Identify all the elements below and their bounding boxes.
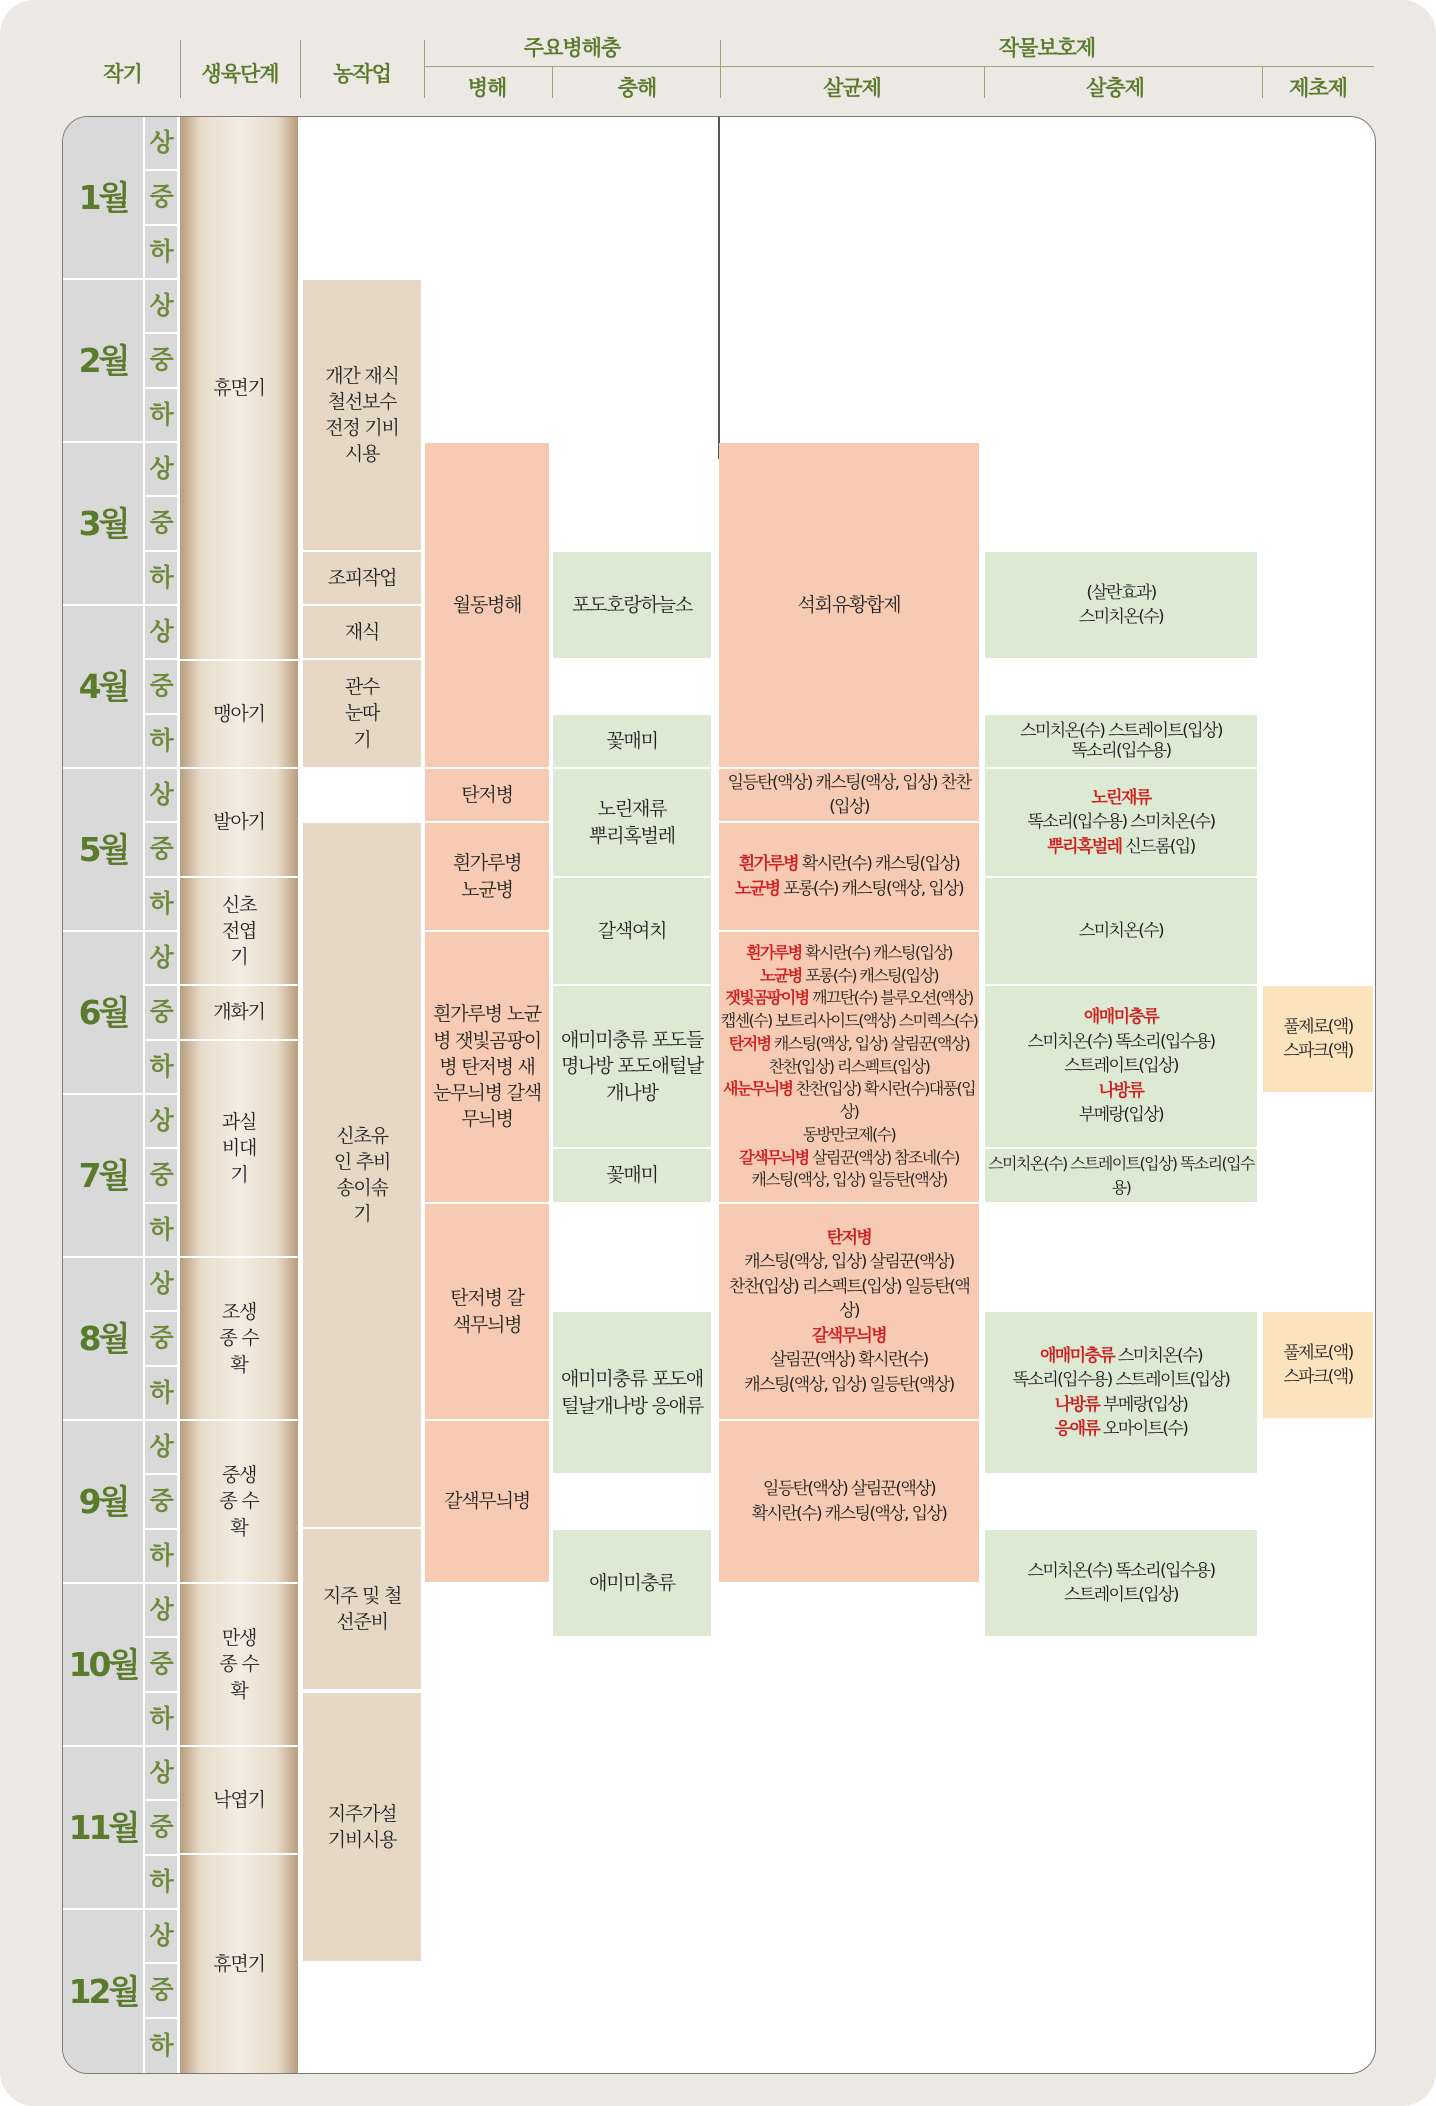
schedule-table	[62, 116, 1376, 2074]
header-disease: 병해	[467, 76, 507, 100]
month-4: 4월	[63, 606, 143, 767]
period-3-early: 상	[145, 443, 177, 495]
month-6: 6월	[63, 932, 143, 1093]
period-9-late: 하	[145, 1530, 177, 1582]
period-1-mid: 중	[145, 171, 177, 224]
period-12-late: 하	[145, 2019, 177, 2073]
period-5-late: 하	[145, 878, 177, 930]
period-7-late: 하	[145, 1204, 177, 1256]
month-11: 11월	[63, 1747, 143, 1908]
period-3-mid: 중	[145, 497, 177, 550]
header-insecticide: 살충제	[1086, 76, 1144, 100]
month-3: 3월	[63, 443, 143, 604]
month-2: 2월	[63, 280, 143, 441]
stage-leaf-spread: 신초 전엽기	[180, 878, 298, 984]
period-10-mid: 중	[145, 1638, 177, 1691]
period-8-late: 하	[145, 1367, 177, 1419]
insect-stinkbug: 노린재류 뿌리혹벌레	[553, 769, 711, 876]
work-plant: 재식	[303, 606, 421, 658]
insect-leafhopper-2: 애미미충류 포도애털날개나방 응애류	[553, 1312, 711, 1473]
stage-dormant-2: 휴면기	[180, 1855, 298, 2073]
period-2-early: 상	[145, 280, 177, 332]
disease-aug: 탄저병 갈색무늬병	[425, 1204, 549, 1419]
header-work: 농작업	[333, 62, 391, 86]
header-season: 작기	[103, 62, 142, 86]
work-post-install: 지주가설 기비시용	[303, 1693, 421, 1961]
work-shoot: 신초유인 추비 송이솎기	[303, 823, 421, 1527]
work-post-prep: 지주 및 철선준비	[303, 1529, 421, 1689]
herbicide-aug: 풀제로(액) 스파크(액)	[1263, 1312, 1373, 1418]
header-pests: 주요병해충	[523, 36, 621, 60]
period-5-early: 상	[145, 769, 177, 821]
period-10-late: 하	[145, 1693, 177, 1745]
period-7-early: 상	[145, 1095, 177, 1147]
period-6-mid: 중	[145, 986, 177, 1039]
disease-anthracnose: 탄저병	[425, 769, 549, 821]
insecticide-lanternfly-2: 스미치온(수) 스트레이트(입상) 똑소리(입수용)	[985, 1149, 1257, 1202]
insect-leafhopper-3: 애미미충류	[553, 1530, 711, 1636]
insecticide-stinkbug: 노린재류 똑소리(입수용) 스미치온(수) 뿌리혹벌레 신드롬(입)	[985, 769, 1257, 876]
period-12-early: 상	[145, 1910, 177, 1962]
month-12: 12월	[63, 1910, 143, 2073]
period-4-early: 상	[145, 606, 177, 658]
fungicide-lime-sulfur: 석회유황합제	[719, 443, 979, 767]
period-8-mid: 중	[145, 1312, 177, 1365]
period-12-mid: 중	[145, 1964, 177, 2017]
month-5: 5월	[63, 769, 143, 930]
fungicide-summer: 흰가루병 확시란(수) 캐스팅(입상) 노균병 포롱(수) 캐스팅(입상) 잿빛곰팡이병 깨끄탄(수) 블루오션(액상) 캡센(수) 보트리사이드(액상) 스미렉스(수) 탄저병 캐스팅(액상, 입상) 살림꾼(액상) 찬찬(입상) 리스펙트(입상) 새눈무늬병 찬찬(입상) 확시란(수)대풍(입상) 동방만코제(수) 갈색무늬병 살림꾼(액상) 참조네(수) 캐스팅(액상, 입상) 일등탄(액상)	[719, 932, 979, 1202]
insecticide-egg: (살란효과) 스미치온(수)	[985, 552, 1257, 658]
stage-flowering: 개화기	[180, 986, 298, 1039]
fungicide-may-2: 흰가루병 확시란(수) 캐스팅(입상) 노균병 포롱(수) 캐스팅(액상, 입상)	[719, 823, 979, 930]
header-herbicide: 제초제	[1289, 76, 1347, 100]
period-8-early: 상	[145, 1258, 177, 1310]
header-protect: 작물보호제	[998, 36, 1096, 60]
stage-dormant: 휴면기	[180, 117, 298, 659]
month-9: 9월	[63, 1421, 143, 1582]
disease-summer: 흰가루병 노균병 잿빛곰팡이병 탄저병 새눈무늬병 갈색무늬병	[425, 932, 549, 1202]
month-8: 8월	[63, 1258, 143, 1419]
stage-fruit-growth: 과실 비대기	[180, 1041, 298, 1256]
insecticide-leafhopper-3: 스미치온(수) 똑소리(입수용) 스트레이트(입상)	[985, 1530, 1257, 1636]
stage-leaf-fall: 낙엽기	[180, 1747, 298, 1853]
disease-winter: 월동병해	[425, 443, 549, 767]
insect-lanternfly-1: 꽃매미	[553, 715, 711, 767]
insect-lanternfly-2: 꽃매미	[553, 1149, 711, 1202]
insect-katydid: 갈색여치	[553, 878, 711, 984]
period-11-mid: 중	[145, 1801, 177, 1854]
work-planting-prune: 개간 재식 철선보수 전정 기비시용	[303, 280, 421, 550]
insecticide-leafhopper-2: 애매미충류 스미치온(수) 똑소리(입수용) 스트레이트(입상) 나방류 부메랑(입상) 응애류 오마이트(수)	[985, 1312, 1257, 1473]
period-10-early: 상	[145, 1584, 177, 1636]
period-2-mid: 중	[145, 334, 177, 387]
fungicide-may-1: 일등탄(액상) 캐스팅(액상, 입상) 찬찬(입상)	[719, 769, 979, 821]
disease-brown-spot: 갈색무늬병	[425, 1421, 549, 1582]
period-1-early: 상	[145, 117, 177, 169]
month-10: 10월	[63, 1584, 143, 1745]
insecticide-lanternfly: 스미치온(수) 스트레이트(입상) 똑소리(입수용)	[985, 715, 1257, 767]
fungicide-aug: 탄저병 캐스팅(액상, 입상) 살림꾼(액상) 찬찬(입상) 리스펙트(입상) 일등탄(액상) 갈색무늬병 살림꾼(액상) 확시란(수) 캐스팅(액상, 입상) 일등탄(액상)	[719, 1204, 979, 1419]
insecticide-katydid: 스미치온(수)	[985, 878, 1257, 984]
work-bark: 조피작업	[303, 552, 421, 604]
period-11-early: 상	[145, 1747, 177, 1799]
period-1-late: 하	[145, 226, 177, 278]
month-1: 1월	[63, 117, 143, 278]
period-9-early: 상	[145, 1421, 177, 1473]
period-5-mid: 중	[145, 823, 177, 876]
insecticide-leafhopper-1: 애매미충류 스미치온(수) 똑소리(입수용) 스트레이트(입상) 나방류 부메랑(입상)	[985, 986, 1257, 1147]
herbicide-jun: 풀제로(액) 스파크(액)	[1263, 986, 1373, 1092]
header-insect: 충해	[617, 76, 657, 100]
period-4-late: 하	[145, 715, 177, 767]
stage-sprouting: 발아기	[180, 769, 298, 876]
insect-borer: 포도호랑하늘소	[553, 552, 711, 658]
disease-mildew: 흰가루병 노균병	[425, 823, 549, 930]
insect-leafhopper-1: 애미미충류 포도들명나방 포도애털날개나방	[553, 986, 711, 1147]
header-stage: 생육단계	[201, 62, 279, 86]
stage-budding: 맹아기	[180, 661, 298, 767]
period-6-late: 하	[145, 1041, 177, 1093]
fungicide-sep: 일등탄(액상) 살림꾼(액상) 확시란(수) 캐스팅(액상, 입상)	[719, 1421, 979, 1582]
period-4-mid: 중	[145, 660, 177, 713]
work-irrigation: 관수 눈따기	[303, 660, 421, 767]
period-3-late: 하	[145, 552, 177, 604]
stage-mid-harvest: 중생종 수확	[180, 1421, 298, 1582]
period-11-late: 하	[145, 1856, 177, 1908]
period-6-early: 상	[145, 932, 177, 984]
column-divider	[718, 117, 720, 459]
header-fungicide: 살균제	[823, 76, 881, 100]
month-7: 7월	[63, 1095, 143, 1256]
stage-late-harvest: 만생종 수확	[180, 1584, 298, 1745]
period-2-late: 하	[145, 389, 177, 441]
stage-early-harvest: 조생종 수확	[180, 1258, 298, 1419]
period-7-mid: 중	[145, 1149, 177, 1202]
period-9-mid: 중	[145, 1475, 177, 1528]
